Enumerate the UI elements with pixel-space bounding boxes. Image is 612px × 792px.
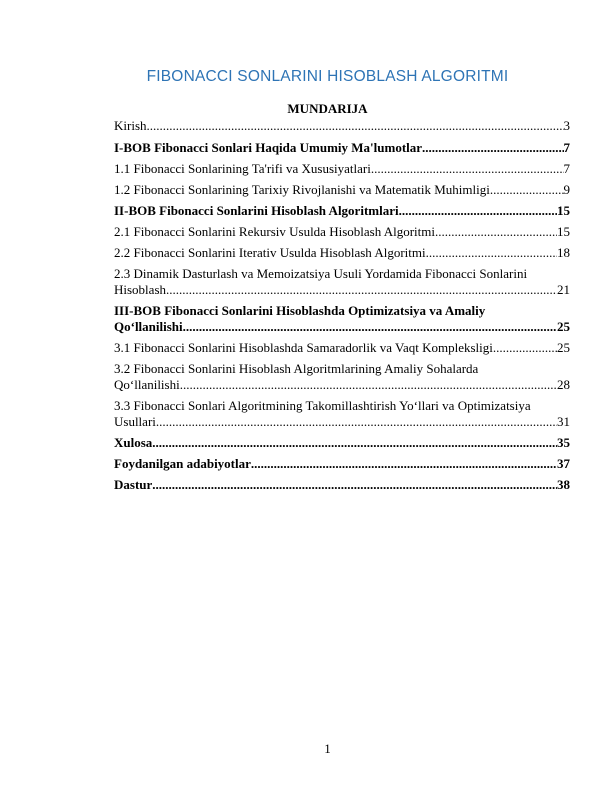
toc-entry-text: Usullari: [114, 414, 156, 429]
toc-entry-page: 18: [557, 245, 570, 260]
toc-entry-text: Foydanilgan adabiyotlar: [114, 456, 251, 471]
dot-leader: [493, 340, 557, 356]
toc-entry-page: 38: [557, 477, 570, 492]
toc-entry-text: Kirish: [114, 118, 147, 133]
toc-entry-page: 25: [557, 340, 570, 355]
toc-entry-text: 2.1 Fibonacci Sonlarini Rekursiv Usulda Hisoblash Algoritmi: [114, 224, 436, 239]
toc-entry-page: 3: [563, 118, 570, 133]
toc-entry-references[interactable]: [114, 456, 570, 472]
toc-entry-text: Qo‘llanilishi: [114, 377, 180, 392]
dot-leader: [152, 477, 557, 493]
toc-entry-chapter-3[interactable]: [114, 303, 570, 335]
dot-leader: [426, 245, 557, 261]
toc-entry-page: 35: [557, 435, 570, 450]
dot-leader: [490, 182, 564, 198]
toc-entry-2-2[interactable]: [114, 245, 570, 261]
toc-entry-1-2[interactable]: [114, 182, 570, 198]
toc-entry-3-3[interactable]: [114, 398, 570, 430]
dot-leader: [147, 118, 564, 134]
toc-entry-text: 1.1 Fibonacci Sonlarining Ta'rifi va Xususiyatlari: [114, 161, 371, 176]
document-title: FIBONACCI SONLARINI HISOBLASH ALGORITMI: [146, 68, 509, 85]
toc-entry-page: 7: [563, 161, 570, 176]
toc-entry-page: 21: [557, 282, 570, 297]
toc-entry-page: 31: [557, 414, 570, 429]
dot-leader: [156, 414, 557, 430]
toc-entry-text: 3.1 Fibonacci Sonlarini Hisoblashda Samaradorlik va Vaqt Kompleksligi: [114, 340, 493, 355]
toc-entry-text-line1: 3.3 Fibonacci Sonlari Algoritmining Takomillashtirish Yo‘llari va Optimizatsiya: [114, 398, 531, 413]
toc-entry-page: 25: [557, 319, 570, 334]
table-of-contents: [114, 118, 570, 498]
toc-entry-text-line1: 2.3 Dinamik Dasturlash va Memoizatsiya Usuli Yordamida Fibonacci Sonlarini: [114, 266, 528, 281]
toc-entry-3-1[interactable]: [114, 340, 570, 356]
page-number: 1: [324, 741, 331, 756]
toc-entry-text: I-BOB Fibonacci Sonlari Haqida Umumiy Ma'lumotlar: [114, 140, 423, 155]
toc-entry-chapter-2[interactable]: [114, 203, 570, 219]
dot-leader: [183, 319, 557, 335]
toc-entry-text-line1: III-BOB Fibonacci Sonlarini Hisoblashda Optimizatsiya va Amaliy: [114, 303, 486, 318]
toc-entry-page: 28: [557, 377, 570, 392]
dot-leader: [422, 140, 563, 156]
toc-entry-text: Dastur: [114, 477, 153, 492]
toc-entry-text: Xulosa: [114, 435, 153, 450]
dot-leader: [180, 377, 557, 393]
toc-entry-text: Qo‘llanilishi: [114, 319, 183, 334]
toc-entry-3-2[interactable]: [114, 361, 570, 393]
toc-entry-chapter-1[interactable]: [114, 140, 570, 156]
dot-leader: [435, 224, 557, 240]
dot-leader: [251, 456, 557, 472]
toc-heading: MUNDARIJA: [287, 101, 368, 116]
toc-entry-dastur[interactable]: [114, 477, 570, 493]
toc-entry-xulosa[interactable]: [114, 435, 570, 451]
toc-entry-page: 15: [557, 224, 570, 239]
toc-entry-kirish[interactable]: [114, 118, 570, 134]
toc-entry-text: 1.2 Fibonacci Sonlarining Tarixiy Rivojlanishi va Matematik Muhimligi: [114, 182, 490, 197]
toc-entry-text: 2.2 Fibonacci Sonlarini Iterativ Usulda Hisoblash Algoritmi: [114, 245, 426, 260]
toc-entry-2-3[interactable]: [114, 266, 570, 298]
toc-entry-text: II-BOB Fibonacci Sonlarini Hisoblash Algoritmlari: [114, 203, 399, 218]
toc-entry-text: Hisoblash: [114, 282, 166, 297]
toc-entry-page: 37: [557, 456, 570, 471]
dot-leader: [371, 161, 564, 177]
toc-entry-page: 15: [557, 203, 570, 218]
dot-leader: [166, 282, 557, 298]
toc-entry-text-line1: 3.2 Fibonacci Sonlarini Hisoblash Algoritmlarining Amaliy Sohalarda: [114, 361, 479, 376]
toc-entry-2-1[interactable]: [114, 224, 570, 240]
dot-leader: [399, 203, 557, 219]
toc-entry-1-1[interactable]: [114, 161, 570, 177]
toc-entry-page: 9: [563, 182, 570, 197]
toc-entry-page: 7: [563, 140, 570, 155]
dot-leader: [152, 435, 557, 451]
